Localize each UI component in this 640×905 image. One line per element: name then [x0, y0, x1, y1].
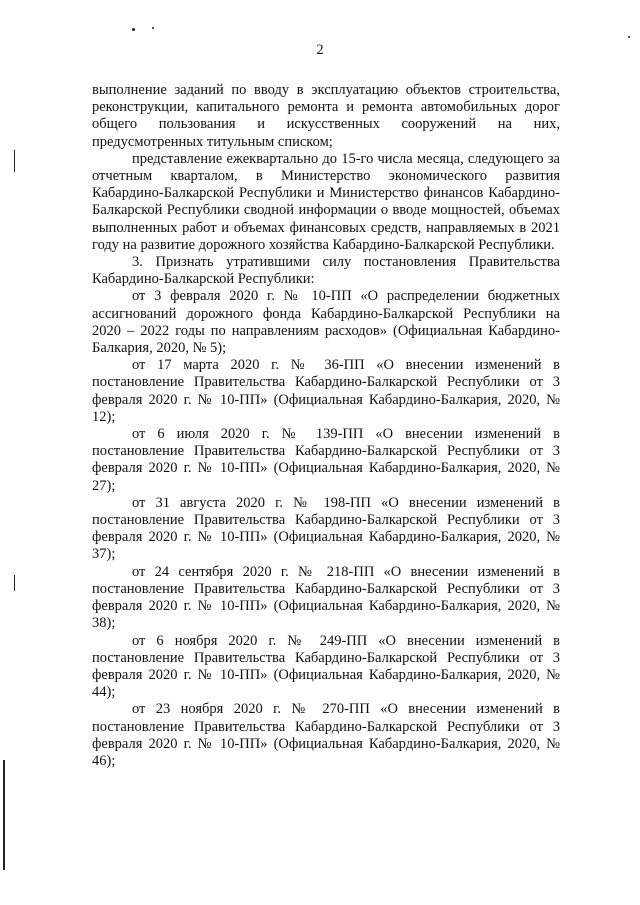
scan-speck	[628, 36, 630, 38]
scan-speck	[132, 28, 135, 31]
list-item-resolution-198pp: от 31 августа 2020 г. № 198-ПП «О внесении изменений в постановление Правительства Кабардино-Балкарской Республики от 3 февраля 2020 г. № 10-ПП» (Официальная Кабардино-Балкария, 2020, № 37);	[92, 494, 560, 563]
paragraph-quarterly-report: представление ежеквартально до 15-го числа месяца, следующего за отчетным кварталом, в Министерство экономического развития Кабардино-Балкарской Республики и Министерство финансов Кабардино-Балкарской Республики сводной информации о вводе мощностей, объемах выполненных работ и объемах финансовых средств, направляемых в 2021 году на развитие дорожного хозяйства Кабардино-Балкарской Республики.	[92, 150, 560, 253]
list-item-resolution-36pp: от 17 марта 2020 г. № 36-ПП «О внесении изменений в постановление Правительства Кабардино-Балкарской Республики от 3 февраля 2020 г. № 10-ПП» (Официальная Кабардино-Балкария, 2020, № 12);	[92, 357, 560, 425]
paragraph-construction-tasks: выполнение заданий по вводу в эксплуатацию объектов строительства, реконструкции, капитального ремонта и ремонта автомобильных дорог общего пользования и искусственных сооружений на них, предусмотренных титульным списком;	[92, 82, 560, 150]
list-item-resolution-249pp: от 6 ноября 2020 г. № 249-ПП «О внесении изменений в постановление Правительства Кабардино-Балкарской Республики от 3 февраля 2020 г. № 10-ПП» (Официальная Кабардино-Балкария, 2020, № 44);	[92, 632, 560, 701]
scan-speck	[152, 27, 154, 29]
scan-edge-line	[14, 150, 15, 172]
list-item-resolution-218pp: от 24 сентября 2020 г. № 218-ПП «О внесении изменений в постановление Правительства Кабардино-Балкарской Республики от 3 февраля 2020 г. № 10-ПП» (Официальная Кабардино-Балкария, 2020, № 38);	[92, 563, 560, 632]
list-item-resolution-270pp: от 23 ноября 2020 г. № 270-ПП «О внесении изменений в постановление Правительства Кабардино-Балкарской Республики от 3 февраля 2020 г. № 10-ПП» (Официальная Кабардино-Балкария, 2020, № 46);	[92, 701, 560, 769]
scan-edge-line	[14, 575, 15, 591]
scan-edge-line	[3, 760, 5, 870]
page-number: 2	[316, 42, 324, 58]
document-body	[92, 82, 560, 770]
paragraph-repeal-clause: 3. Признать утратившими силу постановления Правительства Кабардино-Балкарской Республики:	[92, 254, 560, 288]
list-item-resolution-10pp: от 3 февраля 2020 г. № 10-ПП «О распределении бюджетных ассигнований дорожного фонда Кабардино-Балкарской Республики на 2020 – 2022 годы по направлениям расходов» (Официальная Кабардино-Балкария, 2020, № 5);	[92, 288, 560, 357]
list-item-resolution-139pp: от 6 июля 2020 г. № 139-ПП «О внесении изменений в постановление Правительства Кабардино-Балкарской Республики от 3 февраля 2020 г. № 10-ПП» (Официальная Кабардино-Балкария, 2020, № 27);	[92, 426, 560, 494]
